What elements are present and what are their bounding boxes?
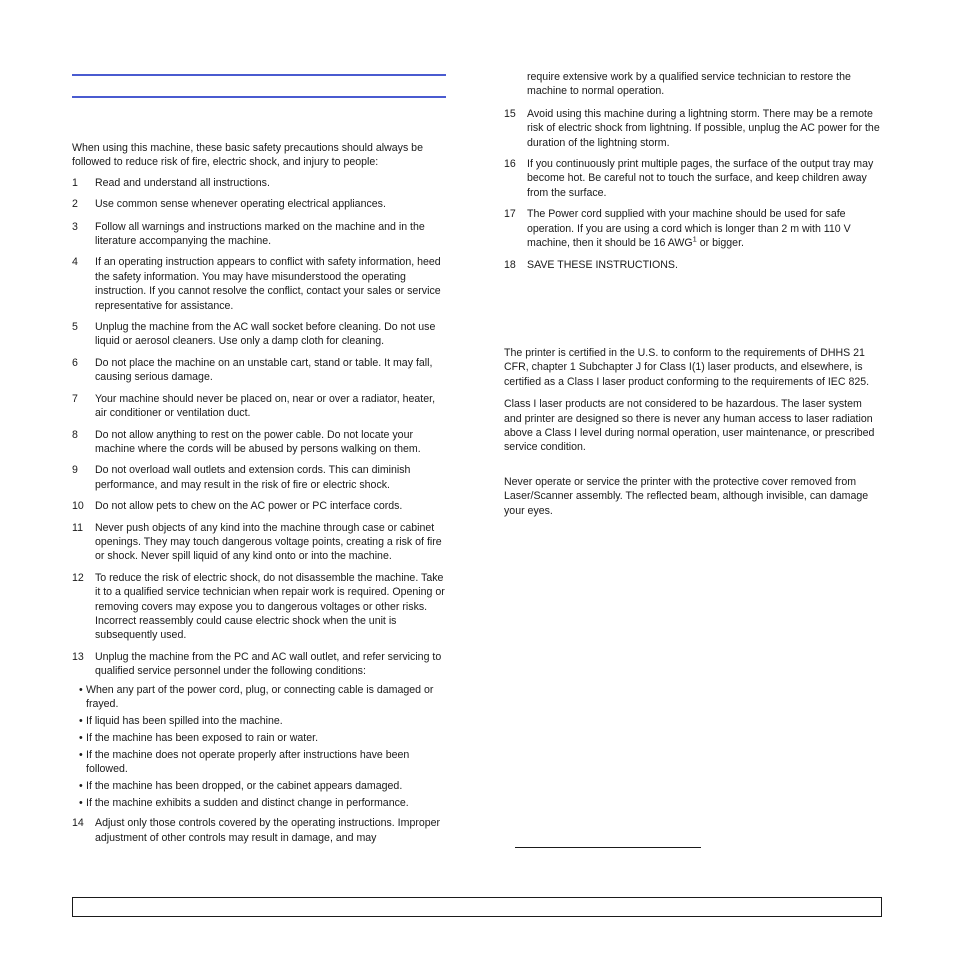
laser-paragraph: The printer is certified in the U.S. to conform to the requirements of DHHS 21 CFR, chapter 1 Subchapter J for Class I(1) laser products, and elsewhere, is certified as a Class I laser product conforming to the requirements of IEC 825. xyxy=(504,347,870,388)
bullet-item: • If liquid has been spilled into the machine. xyxy=(79,714,283,727)
footnote-marker: 1 xyxy=(692,234,697,244)
bullet-icon: • xyxy=(79,683,83,696)
list-item: 18 SAVE THESE INSTRUCTIONS. xyxy=(504,259,678,272)
bullet-icon: • xyxy=(79,731,83,744)
bullet-icon: • xyxy=(79,748,83,761)
list-item: 9 Do not overload wall outlets and extension cords. This can diminish performance, and may result in the risk of fire or electric shock. xyxy=(72,464,411,491)
list-item: 2 Use common sense whenever operating electrical appliances. xyxy=(72,198,386,211)
warning-paragraph: Never operate or service the printer with the protective cover removed from Laser/Scanner assembly. The reflected beam, although invisible, can damage your eyes. xyxy=(504,476,869,517)
heading-rule-top xyxy=(72,74,446,76)
right-column xyxy=(504,70,882,273)
bullet-item: • If the machine exhibits a sudden and distinct change in performance. xyxy=(79,796,409,809)
bullet-item: • If the machine has been exposed to rain or water. xyxy=(79,731,319,744)
laser-section xyxy=(504,346,882,455)
item14-continuation: require extensive work by a qualified service technician to restore the machine to normal operation. xyxy=(527,71,851,98)
bullet-item: • When any part of the power cord, plug, or connecting cable is damaged or frayed. xyxy=(79,683,434,710)
intro-paragraph: When using this machine, these basic safety precautions should always be followed to reduce risk of fire, electric shock, and injury to people: xyxy=(72,142,423,169)
list-item: 1 Read and understand all instructions. xyxy=(72,176,270,189)
warning-section xyxy=(504,475,882,518)
list-item: 11 Never push objects of any kind into the machine through case or cabinet openings. They may touch dangerous voltage points, creating a risk of fire or shock. Never spill liquid of any kind onto or into the machine. xyxy=(72,521,442,563)
list-item: 7 Your machine should never be placed on, near or over a radiator, heater, air conditioner or ventilation duct. xyxy=(72,392,436,420)
list-item: 5 Unplug the machine from the AC wall socket before cleaning. Do not use liquid or aerosol cleaners. Use only a damp cloth for cleaning. xyxy=(72,321,436,348)
heading-rule-bottom xyxy=(72,96,446,98)
footnote-rule xyxy=(515,847,701,848)
bullet-item: • If the machine does not operate properly after instructions have been followed. xyxy=(79,748,410,776)
bullet-list xyxy=(79,683,448,811)
list-item: 14 Adjust only those controls covered by the operating instructions. Improper adjustment of other controls may result in damage, and may xyxy=(72,817,441,844)
bullet-icon: • xyxy=(79,780,83,793)
bullet-item: • If the machine has been dropped, or the cabinet appears damaged. xyxy=(79,780,403,793)
list-item: 8 Do not allow anything to rest on the power cable. Do not locate your machine where the cords will be abused by persons walking on them. xyxy=(72,428,421,455)
list-item: 13 Unplug the machine from the PC and AC wall outlet, and refer servicing to qualified service personnel under the following conditions: • When any part of the power cord, plug, or connecting cable is damaged or frayed. • If liquid has been spilled into the machine. • If the machine has been exposed to rain or water. • If the machine does not operate properly after instructions have been followed. • If the machine has been dropped, or the cabinet appears damaged. • If the machine exhibits a sudden and distinct change in performance. xyxy=(72,650,448,811)
list-item: 15 Avoid using this machine during a lightning storm. There may be a remote risk of electric shock from lightning. If possible, unplug the AC power for the duration of the lightning storm. xyxy=(504,107,880,149)
list-item: 17 The Power cord supplied with your machine should be used for safe operation. If you are using a cord which is longer than 2 m with 110 V machine, then it should be 16 AWG$^1$ or bigger. xyxy=(504,208,851,250)
list-item: 6 Do not place the machine on an unstable cart, stand or table. It may fall, causing serious damage. xyxy=(72,356,433,384)
left-column xyxy=(72,141,448,845)
laser-paragraph: Class I laser products are not considered to be hazardous. The laser system and printer are designed so there is never any human access to laser radiation above a Class I level during normal operation, user maintenance, or prescribed service condition. xyxy=(504,398,875,454)
list-item: 10 Do not allow pets to chew on the AC power or PC interface cords. xyxy=(72,500,403,513)
list-item: 3 Follow all warnings and instructions marked on the machine and in the literature accompanying the machine. xyxy=(72,220,425,248)
list-item: 4 If an operating instruction appears to conflict with safety information, heed the safety information. You may have misunderstood the operating instruction. If you cannot resolve the conflict, contact your sales or service representative for assistance. xyxy=(72,256,441,312)
bullet-icon: • xyxy=(79,796,83,809)
bullet-icon: • xyxy=(79,714,83,727)
page-footer-box xyxy=(72,897,882,917)
list-item: 12 To reduce the risk of electric shock, do not disassemble the machine. Take it to a qualified service technician when repair work is required. Opening or removing covers may expose you to dangerous voltages or other risks. Incorrect reassembly could cause electric shock when the unit is subsequently used. xyxy=(72,571,445,642)
list-item: 16 If you continuously print multiple pages, the surface of the output tray may become hot. Be careful not to touch the surface, and keep children away from the surface. xyxy=(504,158,874,199)
